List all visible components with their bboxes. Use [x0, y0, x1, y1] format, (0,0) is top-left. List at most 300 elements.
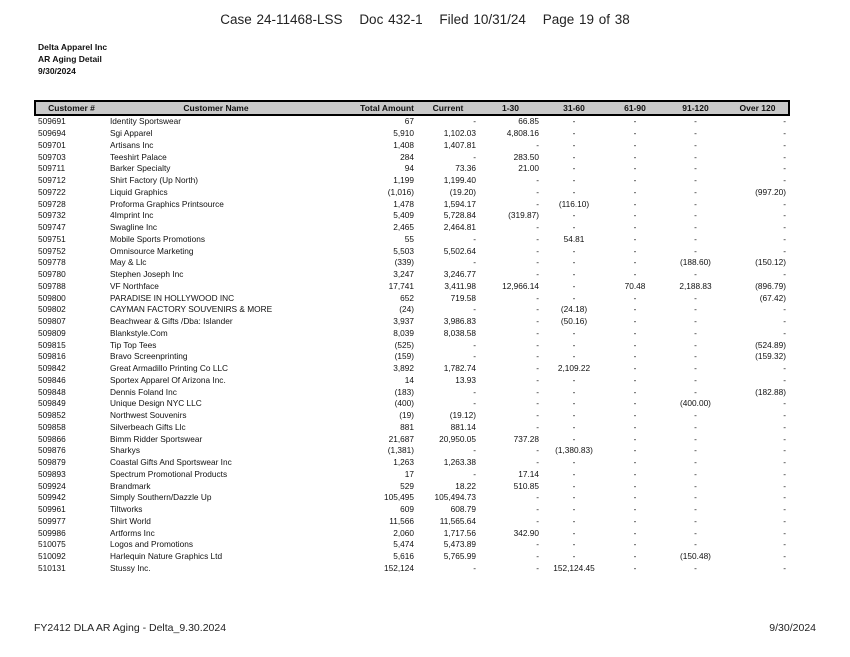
cell-aging-61-90: - [633, 551, 637, 562]
cell-current: 1,263.38 [443, 457, 476, 468]
cell-aging-31-60: - [572, 421, 576, 432]
cell-customer-name: Harlequin Nature Graphics Ltd [110, 551, 223, 562]
cell-aging-91-120: - [694, 480, 697, 491]
table-row [35, 222, 789, 234]
cell-aging-over-120: - [783, 551, 786, 562]
case-number: Case 24-11468-LSS [220, 12, 343, 27]
cell-aging-1-30: 12,966.14 [502, 280, 539, 291]
table-body [35, 115, 789, 574]
cell-total-amount: 1,263 [393, 457, 414, 468]
cell-aging-91-120: - [694, 316, 697, 327]
cell-current: - [473, 304, 476, 315]
filed-date: Filed 10/31/24 [439, 12, 526, 27]
cell-current: 1,199.40 [443, 175, 476, 186]
cell-aging-61-90: - [633, 175, 637, 186]
cell-aging-91-120: (400.00) [680, 398, 711, 409]
cell-current: - [473, 398, 476, 409]
cell-aging-91-120: - [694, 374, 697, 385]
cell-total-amount: 17,741 [388, 280, 414, 291]
cell-aging-91-120: - [694, 515, 697, 526]
cell-customer-name: Brandmark [110, 480, 151, 491]
cell-aging-61-90: - [633, 386, 637, 397]
col-1-30: 1-30 [479, 101, 542, 115]
cell-customer-name: May & Llc [110, 257, 147, 268]
cell-total-amount: 5,474 [393, 539, 414, 550]
cell-aging-31-60: - [572, 292, 576, 303]
cell-customer-name: Artforms Inc [110, 527, 155, 538]
cell-customer-number: 509722 [38, 186, 66, 197]
cell-aging-61-90: - [633, 245, 637, 256]
cell-aging-over-120: - [783, 245, 786, 256]
cell-aging-over-120: - [783, 421, 786, 432]
cell-total-amount: (1,381) [387, 445, 414, 456]
cell-aging-1-30: - [536, 245, 539, 256]
cell-aging-61-90: - [633, 128, 637, 139]
cell-aging-over-120: - [783, 398, 786, 409]
footer-filename: FY2412 DLA AR Aging - Delta_9.30.2024 [34, 622, 227, 634]
cell-customer-number: 509691 [38, 116, 66, 127]
cell-aging-91-120: 2,188.83 [679, 280, 712, 291]
cell-total-amount: 5,616 [393, 551, 414, 562]
cell-customer-number: 510131 [38, 562, 66, 573]
cell-aging-over-120: - [783, 222, 786, 233]
cell-aging-61-90: 70.48 [624, 280, 646, 291]
cell-total-amount: 2,060 [393, 527, 414, 538]
cell-customer-number: 509866 [38, 433, 66, 444]
cell-total-amount: 152,124 [384, 562, 414, 573]
cell-aging-61-90: - [633, 433, 637, 444]
cell-current: - [473, 386, 476, 397]
cell-aging-91-120: - [694, 151, 697, 162]
cell-customer-number: 509852 [38, 410, 66, 421]
table-row [35, 257, 789, 269]
cell-customer-name: Shirt World [110, 515, 151, 526]
cell-customer-name: VF Northface [110, 280, 159, 291]
cell-customer-name: Sportex Apparel Of Arizona Inc. [110, 374, 226, 385]
table-row [35, 316, 789, 328]
cell-customer-name: Silverbeach Gifts Llc [110, 421, 186, 432]
cell-customer-number: 509816 [38, 351, 66, 362]
cell-aging-1-30: 21.00 [518, 163, 539, 174]
cell-aging-91-120: (150.48) [680, 551, 711, 562]
cell-aging-31-60: (1,380.83) [555, 445, 593, 456]
cell-total-amount: (525) [394, 339, 414, 350]
cell-aging-1-30: - [536, 410, 539, 421]
cell-aging-1-30: - [536, 515, 539, 526]
cell-aging-over-120: - [783, 539, 786, 550]
cell-customer-number: 509703 [38, 151, 66, 162]
cell-customer-number: 509732 [38, 210, 66, 221]
table-row [35, 281, 789, 293]
cell-aging-91-120: - [694, 562, 697, 573]
cell-aging-31-60: - [572, 468, 576, 479]
cell-customer-number: 509977 [38, 515, 66, 526]
cell-current: 1,407.81 [443, 139, 476, 150]
cell-aging-over-120: (67.42) [759, 292, 786, 303]
cell-aging-1-30: - [536, 222, 539, 233]
cell-current: - [473, 562, 476, 573]
cell-current: 3,411.98 [444, 280, 476, 291]
cell-current: 1,594.17 [443, 198, 476, 209]
cell-current: - [473, 351, 476, 362]
cell-aging-over-120: - [783, 374, 786, 385]
cell-aging-31-60: - [572, 257, 576, 268]
cell-customer-number: 509815 [38, 339, 66, 350]
col-91-120: 91-120 [664, 101, 727, 115]
cell-total-amount: 11,566 [389, 515, 414, 526]
table-row [35, 363, 789, 375]
cell-aging-61-90: - [633, 233, 637, 244]
cell-customer-number: 509711 [38, 163, 66, 174]
cell-customer-name: Sharkys [110, 445, 140, 456]
col-customer-number: Customer # [35, 101, 107, 115]
cell-customer-name: Spectrum Promotional Products [110, 468, 228, 479]
cell-aging-over-120: - [783, 492, 786, 503]
cell-aging-91-120: - [694, 186, 697, 197]
cell-customer-name: Stephen Joseph Inc [110, 269, 184, 280]
table-row [35, 386, 789, 398]
cell-aging-31-60: - [572, 186, 576, 197]
cell-aging-91-120: - [694, 128, 697, 139]
table-row [35, 457, 789, 469]
cell-aging-1-30: - [536, 186, 539, 197]
cell-aging-over-120: (182.88) [755, 386, 786, 397]
cell-total-amount: 14 [404, 374, 414, 385]
cell-aging-61-90: - [633, 410, 637, 421]
cell-aging-over-120: (997.20) [755, 186, 786, 197]
cell-aging-1-30: - [536, 539, 539, 550]
cell-aging-over-120: - [783, 151, 786, 162]
cell-aging-1-30: 283.50 [513, 151, 539, 162]
cell-customer-number: 509879 [38, 457, 66, 468]
cell-total-amount: 3,892 [393, 363, 414, 374]
cell-customer-name: Mobile Sports Promotions [110, 233, 205, 244]
cell-aging-1-30: - [536, 457, 539, 468]
cell-customer-name: Omnisource Marketing [110, 245, 194, 256]
cell-aging-91-120: - [694, 351, 697, 362]
cell-aging-31-60: - [572, 504, 576, 515]
cell-aging-61-90: - [633, 151, 637, 162]
cell-aging-91-120: - [694, 363, 697, 374]
cell-aging-61-90: - [633, 139, 637, 150]
table-row [35, 128, 789, 140]
cell-aging-31-60: - [572, 539, 576, 550]
cell-aging-61-90: - [633, 292, 637, 303]
cell-aging-31-60: (116.10) [558, 198, 590, 209]
cell-aging-over-120: - [783, 269, 786, 280]
table-row [35, 151, 789, 163]
cell-aging-61-90: - [633, 351, 637, 362]
company-name: Delta Apparel Inc [38, 42, 108, 52]
cell-aging-61-90: - [633, 339, 637, 350]
cell-current: 608.79 [450, 504, 476, 515]
cell-aging-1-30: - [536, 339, 539, 350]
cell-current: 5,502.64 [443, 245, 476, 256]
cell-aging-1-30: - [536, 551, 539, 562]
cell-customer-number: 509701 [38, 139, 66, 150]
table-row [35, 198, 789, 210]
cell-aging-91-120: - [694, 222, 697, 233]
cell-total-amount: (339) [394, 257, 414, 268]
cell-current: 719.58 [450, 292, 476, 303]
cell-customer-name: Bimm Ridder Sportswear [110, 433, 203, 444]
table-row [35, 551, 789, 563]
cell-aging-61-90: - [633, 457, 637, 468]
cell-customer-number: 509752 [38, 245, 66, 256]
cell-customer-name: Stussy Inc. [110, 562, 151, 573]
cell-aging-61-90: - [633, 304, 637, 315]
cell-aging-91-120: - [694, 539, 697, 550]
col-current: Current [417, 101, 479, 115]
cell-aging-1-30: 66.85 [518, 116, 539, 127]
table-row [35, 527, 789, 539]
cell-aging-31-60: - [572, 339, 576, 350]
cell-customer-number: 509858 [38, 421, 66, 432]
cell-aging-over-120: - [783, 116, 786, 127]
cell-aging-61-90: - [633, 316, 637, 327]
cell-aging-31-60: - [572, 551, 576, 562]
cell-customer-name: Sgi Apparel [110, 128, 153, 139]
cell-aging-61-90: - [633, 480, 637, 491]
cell-aging-61-90: - [633, 492, 637, 503]
cell-total-amount: 67 [404, 116, 414, 127]
cell-aging-91-120: - [694, 233, 697, 244]
cell-customer-number: 509778 [38, 257, 66, 268]
table-row [35, 210, 789, 222]
cell-aging-31-60: - [572, 163, 576, 174]
cell-aging-over-120: - [783, 433, 786, 444]
cell-aging-91-120: - [694, 210, 697, 221]
cell-total-amount: 3,937 [393, 316, 414, 327]
cell-customer-name: PARADISE IN HOLLYWOOD INC [110, 292, 235, 303]
cell-total-amount: 1,199 [393, 175, 414, 186]
cell-total-amount: 2,465 [393, 222, 414, 233]
table-row [35, 328, 789, 340]
cell-customer-number: 510092 [38, 551, 66, 562]
cell-total-amount: (24) [399, 304, 414, 315]
cell-aging-31-60: - [572, 410, 576, 421]
cell-aging-over-120: - [783, 163, 786, 174]
cell-aging-1-30: (319.87) [508, 210, 539, 221]
table-row [35, 245, 789, 257]
cell-aging-over-120: - [783, 562, 786, 573]
table-row [35, 422, 789, 434]
cell-current: - [473, 233, 476, 244]
cell-aging-91-120: - [694, 410, 697, 421]
cell-aging-1-30: 737.28 [513, 433, 539, 444]
cell-aging-31-60: - [572, 280, 576, 291]
cell-aging-31-60: - [572, 222, 576, 233]
table-row [35, 480, 789, 492]
cell-aging-31-60: - [572, 210, 576, 221]
cell-customer-name: Logos and Promotions [110, 539, 194, 550]
cell-total-amount: 105,495 [384, 492, 414, 503]
cell-customer-name: Barker Specialty [110, 163, 171, 174]
ar-aging-table [34, 100, 790, 574]
cell-aging-over-120: (159.32) [755, 351, 786, 362]
cell-current: (19.20) [449, 186, 476, 197]
cell-aging-91-120: - [694, 386, 697, 397]
cell-total-amount: 609 [400, 504, 414, 515]
table-row [35, 140, 789, 152]
cell-current: 3,986.83 [443, 316, 476, 327]
cell-current: 11,565.64 [439, 515, 476, 526]
doc-number: Doc 432-1 [359, 12, 423, 27]
cell-aging-31-60: 54.81 [563, 233, 585, 244]
table-row [35, 292, 789, 304]
cell-aging-31-60: - [572, 245, 576, 256]
report-title: AR Aging Detail [38, 54, 102, 64]
cell-total-amount: 3,247 [393, 269, 414, 280]
cell-current: 1,717.56 [443, 527, 476, 538]
cell-current: 5,765.99 [443, 551, 476, 562]
cell-aging-31-60: - [572, 327, 576, 338]
table-row [35, 269, 789, 281]
cell-aging-over-120: (524.89) [755, 339, 786, 350]
cell-total-amount: (183) [394, 386, 414, 397]
cell-aging-31-60: - [572, 151, 576, 162]
cell-total-amount: 5,409 [393, 210, 414, 221]
cell-customer-name: Blankstyle.Com [110, 327, 168, 338]
table-row [35, 163, 789, 175]
cell-aging-over-120: - [783, 233, 786, 244]
cell-aging-1-30: - [536, 363, 539, 374]
table-row [35, 175, 789, 187]
cell-customer-name: Beachwear & Gifts /Dba: Islander [110, 316, 233, 327]
table-row [35, 504, 789, 516]
cell-aging-1-30: - [536, 257, 539, 268]
cell-aging-1-30: - [536, 374, 539, 385]
cell-aging-91-120: - [694, 433, 697, 444]
cell-current: 2,464.81 [443, 222, 476, 233]
cell-aging-1-30: - [536, 269, 539, 280]
cell-aging-1-30: - [536, 292, 539, 303]
cell-aging-31-60: - [572, 116, 576, 127]
cell-aging-91-120: - [694, 163, 697, 174]
cell-aging-1-30: 342.90 [513, 527, 539, 538]
cell-current: - [473, 339, 476, 350]
table-row [35, 115, 789, 128]
cell-customer-number: 509842 [38, 363, 66, 374]
table-row [35, 351, 789, 363]
table-row [35, 187, 789, 199]
col-61-90: 61-90 [606, 101, 664, 115]
page-number: Page 19 of 38 [542, 12, 630, 27]
cell-aging-1-30: - [536, 562, 539, 573]
cell-aging-31-60: - [572, 128, 576, 139]
cell-aging-61-90: - [633, 398, 637, 409]
cell-current: 881.14 [450, 421, 476, 432]
cell-aging-61-90: - [633, 562, 637, 573]
cell-current: - [473, 257, 476, 268]
cell-aging-31-60: - [572, 139, 576, 150]
cell-aging-over-120: (150.12) [755, 257, 786, 268]
report-date: 9/30/2024 [38, 66, 76, 76]
cell-aging-61-90: - [633, 186, 637, 197]
cell-customer-number: 510075 [38, 539, 66, 550]
cell-customer-number: 509924 [38, 480, 66, 491]
table-row [35, 375, 789, 387]
cell-aging-91-120: - [694, 445, 697, 456]
table-row [35, 234, 789, 246]
cell-aging-31-60: - [572, 398, 576, 409]
cell-aging-1-30: - [536, 327, 539, 338]
cell-customer-number: 509986 [38, 527, 66, 538]
table-row [35, 304, 789, 316]
cell-customer-name: Bravo Screenprinting [110, 351, 188, 362]
cell-aging-61-90: - [633, 468, 637, 479]
table-row [35, 539, 789, 551]
cell-current: 5,473.89 [443, 539, 476, 550]
table-row [35, 469, 789, 481]
cell-aging-31-60: (24.18) [560, 304, 588, 315]
cell-aging-31-60: - [572, 515, 576, 526]
cell-current: (19.12) [449, 410, 476, 421]
cell-current: 20,950.05 [439, 433, 476, 444]
cell-aging-31-60: 2,109.22 [557, 363, 591, 374]
cell-current: 8,038.58 [443, 327, 476, 338]
cell-aging-over-120: - [783, 445, 786, 456]
cell-aging-61-90: - [633, 539, 637, 550]
cell-aging-31-60: - [572, 480, 576, 491]
cell-aging-over-120: - [783, 363, 786, 374]
cell-customer-number: 509802 [38, 304, 66, 315]
cell-aging-1-30: - [536, 445, 539, 456]
cell-total-amount: 284 [400, 151, 414, 162]
cell-current: - [473, 116, 476, 127]
cell-aging-over-120: - [783, 128, 786, 139]
cell-aging-1-30: 510.85 [513, 480, 539, 491]
cell-total-amount: 8,039 [393, 327, 414, 338]
col-31-60: 31-60 [542, 101, 606, 115]
cell-aging-61-90: - [633, 269, 637, 280]
cell-customer-name: Shirt Factory (Up North) [110, 175, 199, 186]
cell-aging-over-120: - [783, 515, 786, 526]
cell-customer-name: Swagline Inc [110, 222, 158, 233]
table-row [35, 398, 789, 410]
cell-aging-1-30: - [536, 492, 539, 503]
cell-customer-number: 509788 [38, 280, 66, 291]
cell-aging-91-120: - [694, 116, 697, 127]
cell-current: 5,728.84 [443, 210, 476, 221]
cell-aging-1-30: - [536, 398, 539, 409]
footer-date: 9/30/2024 [769, 622, 816, 634]
cell-aging-31-60: (50.16) [560, 316, 588, 327]
cell-aging-91-120: - [694, 339, 697, 350]
cell-aging-91-120: - [694, 198, 697, 209]
cell-aging-over-120: - [783, 480, 786, 491]
cell-aging-1-30: - [536, 175, 539, 186]
cell-total-amount: 529 [400, 480, 414, 491]
cell-aging-over-120: - [783, 527, 786, 538]
cell-aging-91-120: - [694, 245, 697, 256]
cell-aging-61-90: - [633, 116, 637, 127]
cell-aging-1-30: - [536, 233, 539, 244]
cell-aging-1-30: 4,808.16 [506, 128, 539, 139]
cell-total-amount: 55 [404, 233, 414, 244]
cell-customer-name: Northwest Souvenirs [110, 410, 187, 421]
cell-customer-number: 509747 [38, 222, 66, 233]
cell-aging-over-120: - [783, 410, 786, 421]
cell-aging-61-90: - [633, 363, 637, 374]
cell-customer-number: 509849 [38, 398, 66, 409]
cell-total-amount: 1,408 [393, 139, 414, 150]
cell-aging-over-120: - [783, 304, 786, 315]
cell-aging-1-30: - [536, 316, 539, 327]
court-filing-header [0, 12, 850, 27]
cell-total-amount: 17 [404, 468, 414, 479]
cell-aging-91-120: - [694, 292, 697, 303]
